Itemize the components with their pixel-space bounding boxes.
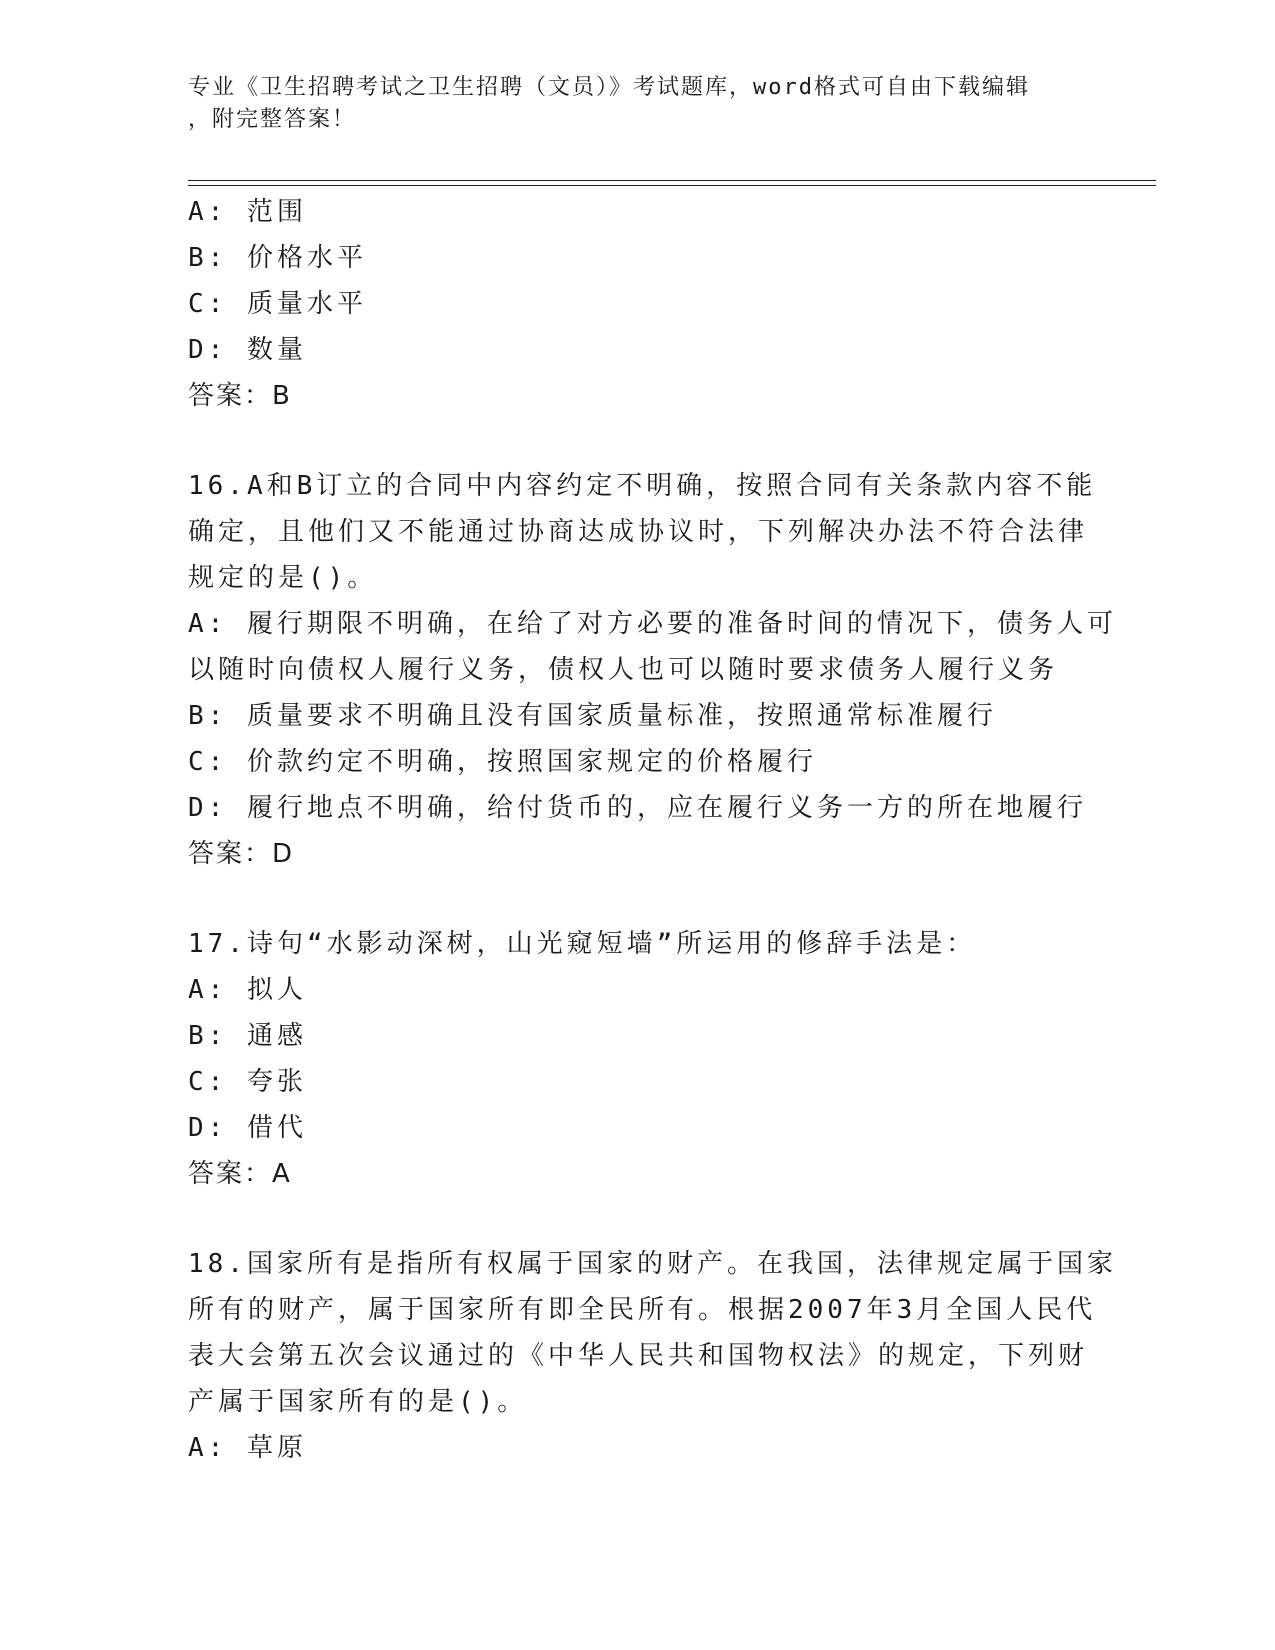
question-15 <box>188 189 1088 419</box>
option-a-line-2: 以随时向债权人履行义务，债权人也可以随时要求债务人履行义务 <box>188 655 1059 685</box>
option-c: C: 夸张 <box>188 1067 307 1097</box>
option-d: D: 履行地点不明确，给付货币的，应在履行义务一方的所在地履行 <box>188 793 1087 823</box>
spacer <box>188 877 1088 921</box>
question-17 <box>188 921 1088 1197</box>
question-text-line: 所有的财产，属于国家所有即全民所有。根据2007年3月全国人民代 <box>188 1295 1097 1325</box>
option-c: C: 质量水平 <box>188 289 367 319</box>
header-line-1: 专业《卫生招聘考试之卫生招聘（文员）》考试题库，word格式可自由下载编辑 <box>188 75 1030 100</box>
option-d: D: 借代 <box>188 1113 307 1143</box>
answer: 答案：D <box>188 839 295 869</box>
document-header <box>188 72 1088 136</box>
question-list <box>188 189 1117 1471</box>
option-a: A: 范围 <box>188 197 307 227</box>
option-d: D: 数量 <box>188 335 307 365</box>
question-text-line: 18.国家所有是指所有权属于国家的财产。在我国，法律规定属于国家 <box>188 1249 1117 1279</box>
spacer <box>188 419 1088 463</box>
option-b: B: 价格水平 <box>188 243 367 273</box>
header-rule-top <box>188 180 1156 181</box>
answer: 答案：A <box>188 1159 292 1189</box>
option-c: C: 价款约定不明确，按照国家规定的价格履行 <box>188 747 817 777</box>
question-text-line: 表大会第五次会议通过的《中华人民共和国物权法》的规定，下列财 <box>188 1341 1089 1371</box>
option-b: B: 通感 <box>188 1021 307 1051</box>
question-text-line: 16.A和B订立的合同中内容约定不明确，按照合同有关条款内容不能 <box>188 471 1097 501</box>
question-18 <box>188 1241 1117 1471</box>
option-b: B: 质量要求不明确且没有国家质量标准，按照通常标准履行 <box>188 701 997 731</box>
option-a: A: 拟人 <box>188 975 307 1005</box>
question-text-line: 17.诗句“水影动深树，山光窥短墙”所运用的修辞手法是： <box>188 929 977 959</box>
spacer <box>188 1197 1088 1241</box>
question-text-line: 规定的是()。 <box>188 563 378 593</box>
answer: 答案：B <box>188 381 292 411</box>
option-a: A: 草原 <box>188 1433 307 1463</box>
header-line-2: ，附完整答案！ <box>188 107 357 132</box>
question-16 <box>188 463 1117 877</box>
question-text-line: 产属于国家所有的是()。 <box>188 1387 528 1417</box>
header-rule-bottom <box>188 185 1156 186</box>
question-text-line: 确定，且他们又不能通过协商达成协议时，下列解决办法不符合法律 <box>188 517 1089 547</box>
option-a-line-1: A: 履行期限不明确，在给了对方必要的准备时间的情况下，债务人可 <box>188 609 1117 639</box>
